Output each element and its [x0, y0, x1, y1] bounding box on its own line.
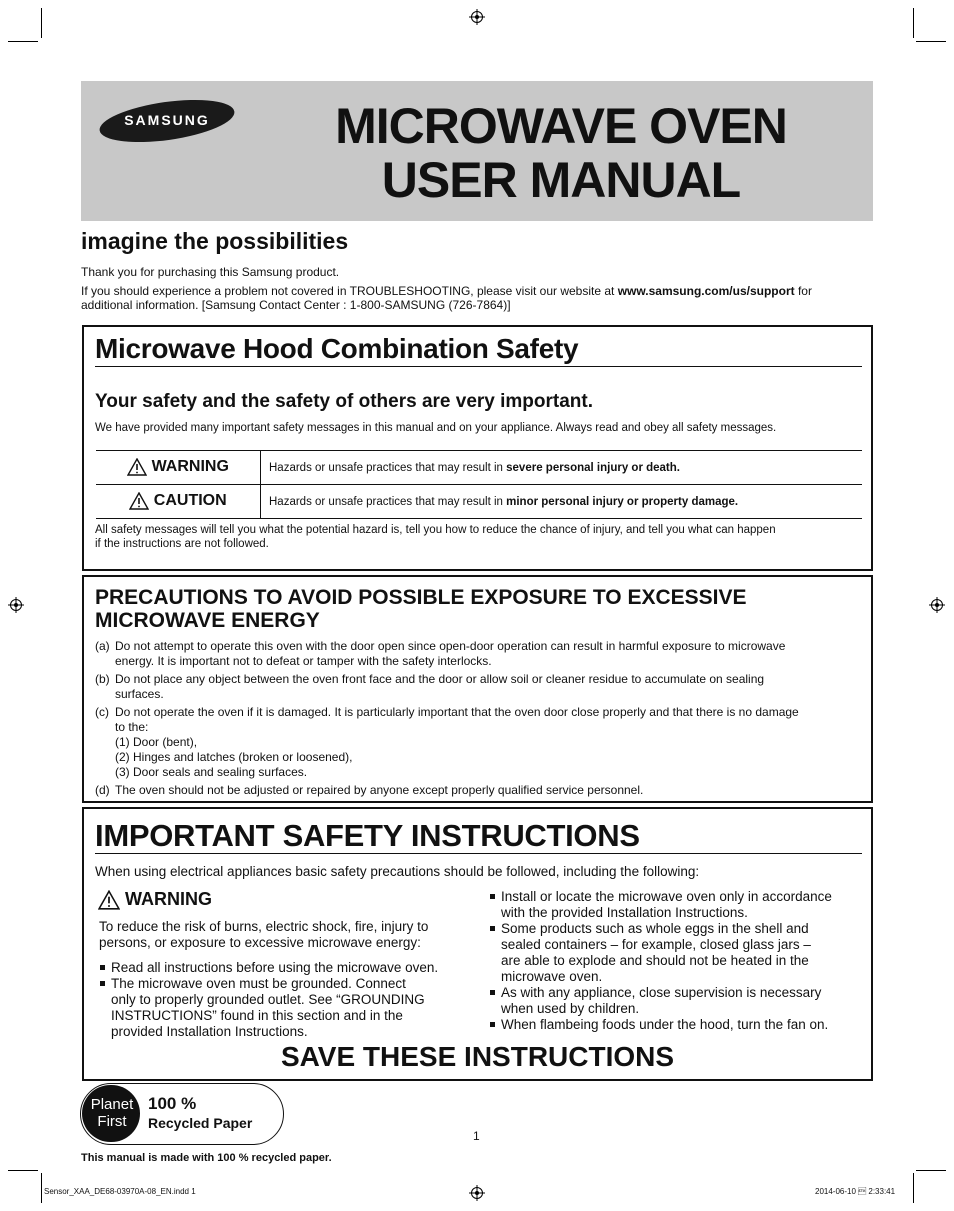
bullet-line: As with any appliance, close supervision is necessary — [501, 985, 822, 1000]
caution-triangle-icon — [129, 492, 149, 510]
warning-label: WARNING — [125, 889, 213, 909]
precautions-title — [95, 586, 747, 632]
crop-mark — [41, 1173, 42, 1203]
item-text: energy. It is important not to defeat or tamper with the safety interlocks. — [115, 654, 492, 668]
table-row — [96, 451, 862, 485]
sub-item: (2) Hinges and latches (broken or loosened), — [115, 750, 353, 764]
caution-desc-cell — [261, 485, 863, 519]
list-item — [489, 889, 864, 921]
item-text: The oven should not be adjusted or repaired by anyone except properly qualified service personnel. — [115, 783, 644, 797]
list-item — [489, 921, 864, 985]
warning-triangle-icon — [98, 890, 120, 910]
item-key: (d) — [95, 783, 110, 797]
row-text: Hazards or unsafe practices that may result in — [269, 495, 507, 508]
row-text: Hazards or unsafe practices that may result in — [269, 461, 507, 474]
intro-text: Thank you for purchasing this Samsung product. — [81, 265, 340, 279]
list-item — [95, 783, 865, 798]
save-instructions: SAVE THESE INSTRUCTIONS — [280, 1041, 675, 1072]
recycled-badge — [80, 1083, 284, 1145]
list-item — [95, 639, 865, 669]
warning-line: persons, or exposure to excessive microwave energy: — [99, 935, 421, 950]
safety-footer: All safety messages will tell you what the potential hazard is, tell you how to reduce the chance of injury, and tell you what can happen — [95, 524, 776, 536]
crop-mark — [8, 41, 38, 42]
bullet-line: The microwave oven must be grounded. Connect — [111, 976, 406, 991]
intro-text: additional information. [Samsung Contact Center : 1-800-SAMSUNG (726-7864)] — [81, 298, 511, 312]
bullet-line: microwave oven. — [501, 969, 603, 984]
registration-mark-icon — [469, 1185, 485, 1201]
crop-mark — [913, 1173, 914, 1203]
bullet-line: Some products such as whole eggs in the shell and — [501, 921, 809, 936]
list-item — [95, 672, 865, 702]
support-link[interactable]: www.samsung.com/us/support — [617, 284, 795, 298]
safety-subtitle: Your safety and the safety of others are very important. — [95, 391, 594, 412]
title-line-1: MICROWAVE OVEN — [335, 98, 787, 154]
bullet-line: when used by children. — [501, 1001, 640, 1016]
recycled-note: This manual is made with 100 % recycled paper. — [81, 1152, 332, 1164]
bullet-line: are able to explode and should not be heated in the — [501, 953, 809, 968]
row-bold-text: severe personal injury or death. — [506, 461, 680, 474]
bullet-line: only to properly grounded outlet. See “GROUNDING — [111, 992, 425, 1007]
caution-label: CAUTION — [153, 492, 227, 510]
intro-span: for — [794, 284, 812, 298]
badge-percent: 100 % — [148, 1094, 197, 1113]
title-rule — [95, 853, 862, 854]
crop-mark — [41, 8, 42, 38]
table-row — [96, 485, 862, 519]
bullet-line: INSTRUCTIONS” found in this section and in the — [111, 1008, 403, 1023]
important-box — [82, 807, 873, 1081]
sub-item: (3) Door seals and sealing surfaces. — [115, 765, 308, 779]
crop-mark — [916, 41, 946, 42]
safety-desc: We have provided many important safety messages in this manual and on your appliance. Always read and obey all safety messages. — [95, 422, 777, 434]
important-title: IMPORTANT SAFETY INSTRUCTIONS — [95, 818, 640, 853]
warning-label-cell — [96, 451, 261, 485]
safety-footer: if the instructions are not followed. — [95, 538, 269, 550]
safety-box — [82, 325, 873, 571]
list-item — [489, 985, 864, 1017]
list-item — [489, 1017, 864, 1033]
right-bullet-list — [489, 889, 864, 1033]
crop-mark — [916, 1170, 946, 1171]
registration-mark-icon — [469, 9, 485, 25]
warning-line: To reduce the risk of burns, electric shock, fire, injury to — [99, 919, 429, 934]
item-key: (b) — [95, 672, 110, 686]
page-number: 1 — [473, 1129, 480, 1143]
title-line-2: USER MANUAL — [381, 152, 741, 208]
badge-text: Planet — [90, 1096, 134, 1113]
footer-date: 2014-06-10  2:33:41 — [815, 1187, 896, 1196]
item-key: (c) — [95, 705, 109, 719]
footer-file: Sensor_XAA_DE68-03970A-08_EN.indd 1 — [44, 1187, 196, 1196]
badge-text: First — [97, 1113, 127, 1130]
caution-label-cell — [96, 485, 261, 519]
item-text: to the: — [115, 720, 149, 734]
warning-desc-cell — [261, 451, 863, 485]
row-bold-text: minor personal injury or property damage. — [506, 495, 739, 508]
tagline: imagine the possibilities — [81, 228, 349, 254]
title-line: MICROWAVE ENERGY — [95, 609, 320, 632]
bullet-line: provided Installation Instructions. — [111, 1024, 308, 1039]
badge-recycled: Recycled Paper — [148, 1115, 253, 1131]
registration-mark-icon — [8, 597, 24, 613]
header-band — [81, 81, 873, 221]
warning-heading — [98, 889, 212, 910]
samsung-logo — [97, 97, 237, 145]
item-text: surfaces. — [115, 687, 164, 701]
bullet-line: with the provided Installation Instructions. — [501, 905, 748, 920]
item-key: (a) — [95, 639, 110, 653]
brand-wordmark: SAMSUNG — [124, 112, 210, 128]
item-text: Do not place any object between the oven front face and the door or allow soil or cleaner residue to accumulate on sealing — [115, 672, 765, 686]
bullet-line: Read all instructions before using the microwave oven. — [111, 960, 439, 975]
warning-text — [99, 919, 469, 951]
safety-title: Microwave Hood Combination Safety — [95, 333, 579, 364]
intro-text — [81, 284, 871, 299]
precautions-box — [82, 575, 873, 803]
crop-mark — [913, 8, 914, 38]
bullet-line: When flambeing foods under the hood, turn the fan on. — [501, 1017, 829, 1032]
item-text: Do not attempt to operate this oven with the door open since open-door operation can result in harmful exposure to microwave — [115, 639, 786, 653]
precautions-list — [95, 639, 865, 801]
warning-triangle-icon — [127, 458, 147, 476]
title-line: PRECAUTIONS TO AVOID POSSIBLE EXPOSURE TO EXCESSIVE — [95, 586, 747, 609]
sub-item: (1) Door (bent), — [115, 735, 198, 749]
title-rule — [95, 366, 862, 367]
intro-span: If you should experience a problem not covered in TROUBLESHOOTING, please visit our website at — [81, 284, 618, 298]
bullet-line: sealed containers – for example, closed glass jars – — [501, 937, 811, 952]
item-text: Do not operate the oven if it is damaged. It is particularly important that the oven door close properly and that there is no damage — [115, 705, 799, 719]
bullet-line: Install or locate the microwave oven only in accordance — [501, 889, 832, 904]
crop-mark — [8, 1170, 38, 1171]
manual-title — [281, 99, 841, 207]
warning-label: WARNING — [151, 458, 229, 476]
list-item — [99, 976, 469, 1040]
signal-word-table — [96, 450, 862, 519]
registration-mark-icon — [929, 597, 945, 613]
list-item — [99, 960, 469, 976]
left-bullet-list — [99, 960, 469, 1040]
list-item — [95, 705, 865, 780]
planet-first-text — [84, 1096, 140, 1130]
important-lead: When using electrical appliances basic safety precautions should be followed, including the following: — [95, 864, 700, 879]
